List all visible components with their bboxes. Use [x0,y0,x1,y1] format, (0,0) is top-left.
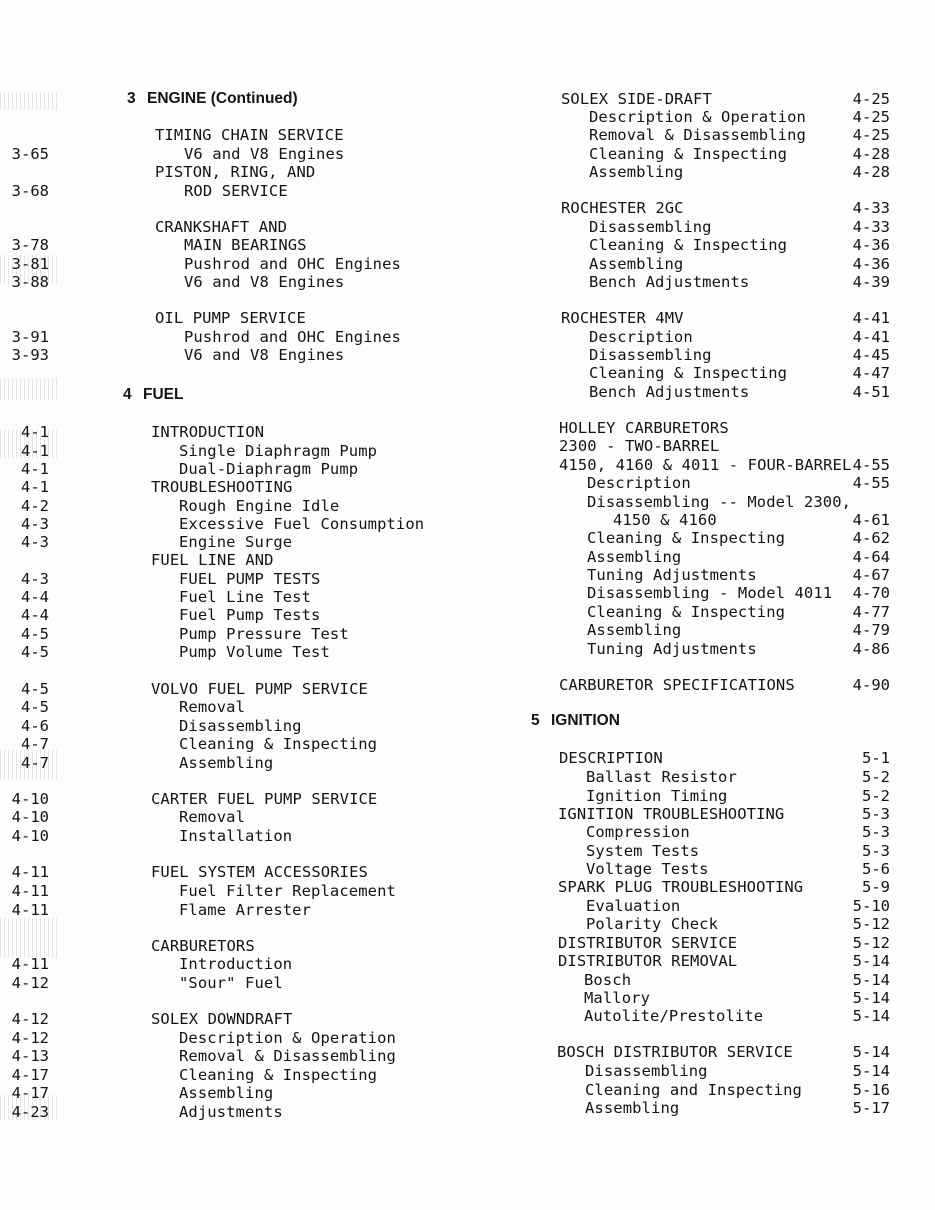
toc-entry-page: 4-12 [11,974,49,992]
toc-entry-title: Installation [179,827,293,845]
toc-entry-title: MAIN BEARINGS [184,236,307,254]
toc-entry-page: 4-11 [11,901,49,919]
toc-entry-title: Introduction [179,955,293,973]
toc-entry-page: 4-61 [852,511,890,529]
toc-entry-title: BOSCH DISTRIBUTOR SERVICE [557,1043,793,1061]
toc-entry-page: 3-91 [11,328,49,346]
toc-entry-page: 4-4 [21,588,49,606]
toc-entry-page: 4-13 [11,1047,49,1065]
toc-entry-page: 5-3 [862,805,890,823]
toc-entry-page: 5-1 [862,749,890,767]
toc-entry-title: Polarity Check [586,915,719,933]
toc-entry-title: DISTRIBUTOR REMOVAL [558,952,738,970]
toc-entry-title: CARBURETOR SPECIFICATIONS [559,676,795,694]
toc-entry-title: 4150 & 4160 [613,511,717,529]
toc-entry-title: ROD SERVICE [184,182,288,200]
toc-entry-page: 4-2 [21,497,49,515]
toc-entry-page: 5-14 [852,989,890,1007]
toc-entry-page: 5-14 [852,1007,890,1025]
toc-entry-page: 5-9 [862,878,890,896]
toc-entry-title: FUEL PUMP TESTS [179,570,321,588]
section-number: 4 [123,386,132,403]
toc-entry-title: Assembling [589,163,684,181]
toc-entry-title: CRANKSHAFT AND [155,218,288,236]
toc-entry-title: DISTRIBUTOR SERVICE [558,934,738,952]
toc-entry-page: 5-12 [852,915,890,933]
toc-entry-title: Adjustments [179,1103,283,1121]
toc-entry-page: 4-10 [11,808,49,826]
toc-entry-page: 5-12 [852,934,890,952]
toc-entry-page: 5-3 [862,842,890,860]
toc-entry-title: ROCHESTER 2GC [561,199,684,217]
toc-entry-page: 5-16 [852,1081,890,1099]
toc-entry-page: 4-90 [852,676,890,694]
toc-entry-page: 5-14 [852,1043,890,1061]
toc-entry-title: SOLEX DOWNDRAFT [151,1010,293,1028]
scan-smudge [0,378,58,400]
toc-entry-page: 4-11 [11,863,49,881]
section-heading [123,386,183,404]
toc-entry-page: 4-70 [852,584,890,602]
toc-entry-title: Removal [179,698,246,716]
toc-entry-title: Description & Operation [179,1029,396,1047]
toc-entry-page: 4-47 [852,364,890,382]
toc-entry-page: 4-25 [852,90,890,108]
toc-entry-title: V6 and V8 Engines [184,346,345,364]
toc-entry-title: ROCHESTER 4MV [561,309,684,327]
toc-entry-page: 4-67 [852,566,890,584]
section-heading [127,90,298,108]
toc-entry-page: 4-55 [852,474,890,492]
toc-entry-title: CARBURETORS [151,937,255,955]
toc-entry-title: DESCRIPTION [559,749,663,767]
toc-entry-title: Cleaning & Inspecting [587,529,786,547]
toc-entry-page: 4-1 [21,478,49,496]
toc-entry-title: Disassembling [589,218,712,236]
toc-entry-title: 4150, 4160 & 4011 - FOUR-BARREL [559,456,852,474]
toc-entry-title: PISTON, RING, AND [155,163,316,181]
toc-entry-page: 5-2 [862,787,890,805]
toc-entry-page: 4-10 [11,790,49,808]
toc-entry-title: Assembling [179,754,274,772]
toc-entry-page: 4-11 [11,955,49,973]
toc-entry-page: 4-45 [852,346,890,364]
toc-entry-title: Excessive Fuel Consumption [179,515,425,533]
toc-entry-title: Cleaning & Inspecting [179,1066,378,1084]
toc-entry-title: FUEL LINE AND [151,551,274,569]
scan-smudge [0,92,58,110]
toc-entry-title: Bench Adjustments [589,273,750,291]
toc-entry-title: Cleaning & Inspecting [589,236,788,254]
toc-entry-title: INTRODUCTION [151,423,265,441]
toc-entry-title: Flame Arrester [179,901,312,919]
toc-entry-page: 5-3 [862,823,890,841]
toc-entry-title: Pushrod and OHC Engines [184,255,401,273]
toc-entry-title: Assembling [587,621,682,639]
toc-entry-title: Description & Operation [589,108,806,126]
toc-entry-page: 4-79 [852,621,890,639]
toc-entry-title: Dual-Diaphragm Pump [179,460,359,478]
toc-entry-title: Assembling [585,1099,680,1117]
toc-entry-title: Description [587,474,691,492]
toc-entry-title: Pump Volume Test [179,643,330,661]
toc-entry-title: Voltage Tests [586,860,709,878]
toc-entry-page: 4-28 [852,145,890,163]
toc-entry-title: Cleaning & Inspecting [589,364,788,382]
toc-entry-title: Removal [179,808,246,826]
toc-entry-page: 4-7 [21,754,49,772]
toc-entry-title: Disassembling -- Model 2300, [587,493,852,511]
toc-entry-title: Description [589,328,693,346]
toc-entry-title: Disassembling - Model 4011 [587,584,833,602]
toc-entry-title: Disassembling [589,346,712,364]
toc-entry-page: 3-68 [11,182,49,200]
toc-entry-title: V6 and V8 Engines [184,145,345,163]
toc-entry-title: Ballast Resistor [586,768,737,786]
section-heading [531,712,620,730]
toc-entry-title: Autolite/Prestolite [584,1007,764,1025]
toc-entry-page: 3-93 [11,346,49,364]
toc-entry-page: 4-86 [852,640,890,658]
toc-entry-title: Assembling [179,1084,274,1102]
toc-entry-title: OIL PUMP SERVICE [155,309,306,327]
toc-entry-title: SPARK PLUG TROUBLESHOOTING [558,878,804,896]
toc-entry-title: Pushrod and OHC Engines [184,328,401,346]
toc-entry-page: 4-5 [21,625,49,643]
toc-entry-page: 4-33 [852,218,890,236]
toc-entry-title: SOLEX SIDE-DRAFT [561,90,712,108]
toc-entry-page: 5-17 [852,1099,890,1117]
toc-entry-page: 5-14 [852,971,890,989]
toc-entry-page: 4-51 [852,383,890,401]
toc-entry-title: Cleaning & Inspecting [587,603,786,621]
toc-entry-title: Disassembling [585,1062,708,1080]
toc-entry-title: Fuel Filter Replacement [179,882,396,900]
toc-entry-page: 4-3 [21,533,49,551]
toc-entry-page: 4-64 [852,548,890,566]
toc-entry-title: System Tests [586,842,700,860]
toc-entry-page: 4-1 [21,423,49,441]
toc-entry-page: 4-55 [852,456,890,474]
section-number: 5 [531,712,540,729]
toc-entry-page: 5-6 [862,860,890,878]
toc-entry-title: V6 and V8 Engines [184,273,345,291]
toc-entry-title: Disassembling [179,717,302,735]
scan-smudge [0,918,58,958]
toc-entry-page: 4-3 [21,570,49,588]
toc-entry-page: 3-88 [11,273,49,291]
toc-entry-page: 3-78 [11,236,49,254]
toc-entry-page: 4-12 [11,1010,49,1028]
toc-entry-title: Cleaning and Inspecting [585,1081,802,1099]
toc-entry-page: 4-1 [21,442,49,460]
toc-entry-page: 4-23 [11,1103,49,1121]
toc-entry-page: 4-25 [852,126,890,144]
toc-entry-title: VOLVO FUEL PUMP SERVICE [151,680,368,698]
toc-entry-title: Compression [586,823,690,841]
toc-entry-page: 4-5 [21,698,49,716]
toc-entry-title: Evaluation [586,897,681,915]
toc-entry-title: Bosch [584,971,632,989]
toc-entry-page: 5-2 [862,768,890,786]
toc-entry-title: HOLLEY CARBURETORS [559,419,729,437]
toc-entry-title: Tuning Adjustments [587,640,757,658]
toc-entry-page: 4-36 [852,236,890,254]
toc-entry-page: 3-65 [11,145,49,163]
toc-entry-page: 4-7 [21,735,49,753]
toc-entry-title: "Sour" Fuel [179,974,283,992]
toc-entry-title: TIMING CHAIN SERVICE [155,126,344,144]
toc-entry-title: CARTER FUEL PUMP SERVICE [151,790,378,808]
toc-entry-page: 4-17 [11,1084,49,1102]
toc-entry-page: 4-1 [21,460,49,478]
toc-entry-page: 4-41 [852,309,890,327]
toc-entry-page: 4-11 [11,882,49,900]
toc-entry-page: 4-33 [852,199,890,217]
toc-entry-page: 4-17 [11,1066,49,1084]
toc-entry-title: Pump Pressure Test [179,625,349,643]
toc-entry-title: Fuel Line Test [179,588,312,606]
toc-entry-title: Assembling [589,255,684,273]
toc-entry-title: FUEL SYSTEM ACCESSORIES [151,863,368,881]
toc-entry-page: 4-5 [21,680,49,698]
toc-entry-title: Single Diaphragm Pump [179,442,378,460]
toc-entry-title: Removal & Disassembling [589,126,806,144]
toc-entry-title: Ignition Timing [586,787,728,805]
toc-entry-title: Tuning Adjustments [587,566,757,584]
toc-entry-page: 4-10 [11,827,49,845]
toc-entry-page: 5-14 [852,1062,890,1080]
toc-entry-page: 4-6 [21,717,49,735]
section-number: 3 [127,90,136,107]
section-title: FUEL [143,386,184,403]
toc-entry-page: 4-77 [852,603,890,621]
toc-entry-page: 4-5 [21,643,49,661]
toc-entry-page: 4-39 [852,273,890,291]
toc-entry-title: IGNITION TROUBLESHOOTING [558,805,785,823]
toc-entry-page: 3-81 [11,255,49,273]
toc-entry-page: 4-3 [21,515,49,533]
toc-entry-title: TROUBLESHOOTING [151,478,293,496]
toc-entry-page: 4-28 [852,163,890,181]
section-title: ENGINE (Continued) [147,90,298,107]
toc-entry-page: 5-14 [852,952,890,970]
section-title: IGNITION [551,712,620,729]
toc-entry-title: Cleaning & Inspecting [589,145,788,163]
toc-entry-page: 4-62 [852,529,890,547]
toc-entry-page: 4-25 [852,108,890,126]
toc-entry-page: 4-36 [852,255,890,273]
toc-entry-title: Engine Surge [179,533,293,551]
toc-entry-page: 4-4 [21,606,49,624]
toc-entry-title: Rough Engine Idle [179,497,340,515]
toc-entry-page: 4-41 [852,328,890,346]
toc-entry-title: Fuel Pump Tests [179,606,321,624]
toc-entry-page: 4-12 [11,1029,49,1047]
toc-entry-title: Bench Adjustments [589,383,750,401]
toc-entry-title: Removal & Disassembling [179,1047,396,1065]
toc-entry-title: Assembling [587,548,682,566]
toc-entry-title: 2300 - TWO-BARREL [559,437,720,455]
toc-entry-page: 5-10 [852,897,890,915]
toc-entry-title: Cleaning & Inspecting [179,735,378,753]
toc-entry-title: Mallory [584,989,651,1007]
